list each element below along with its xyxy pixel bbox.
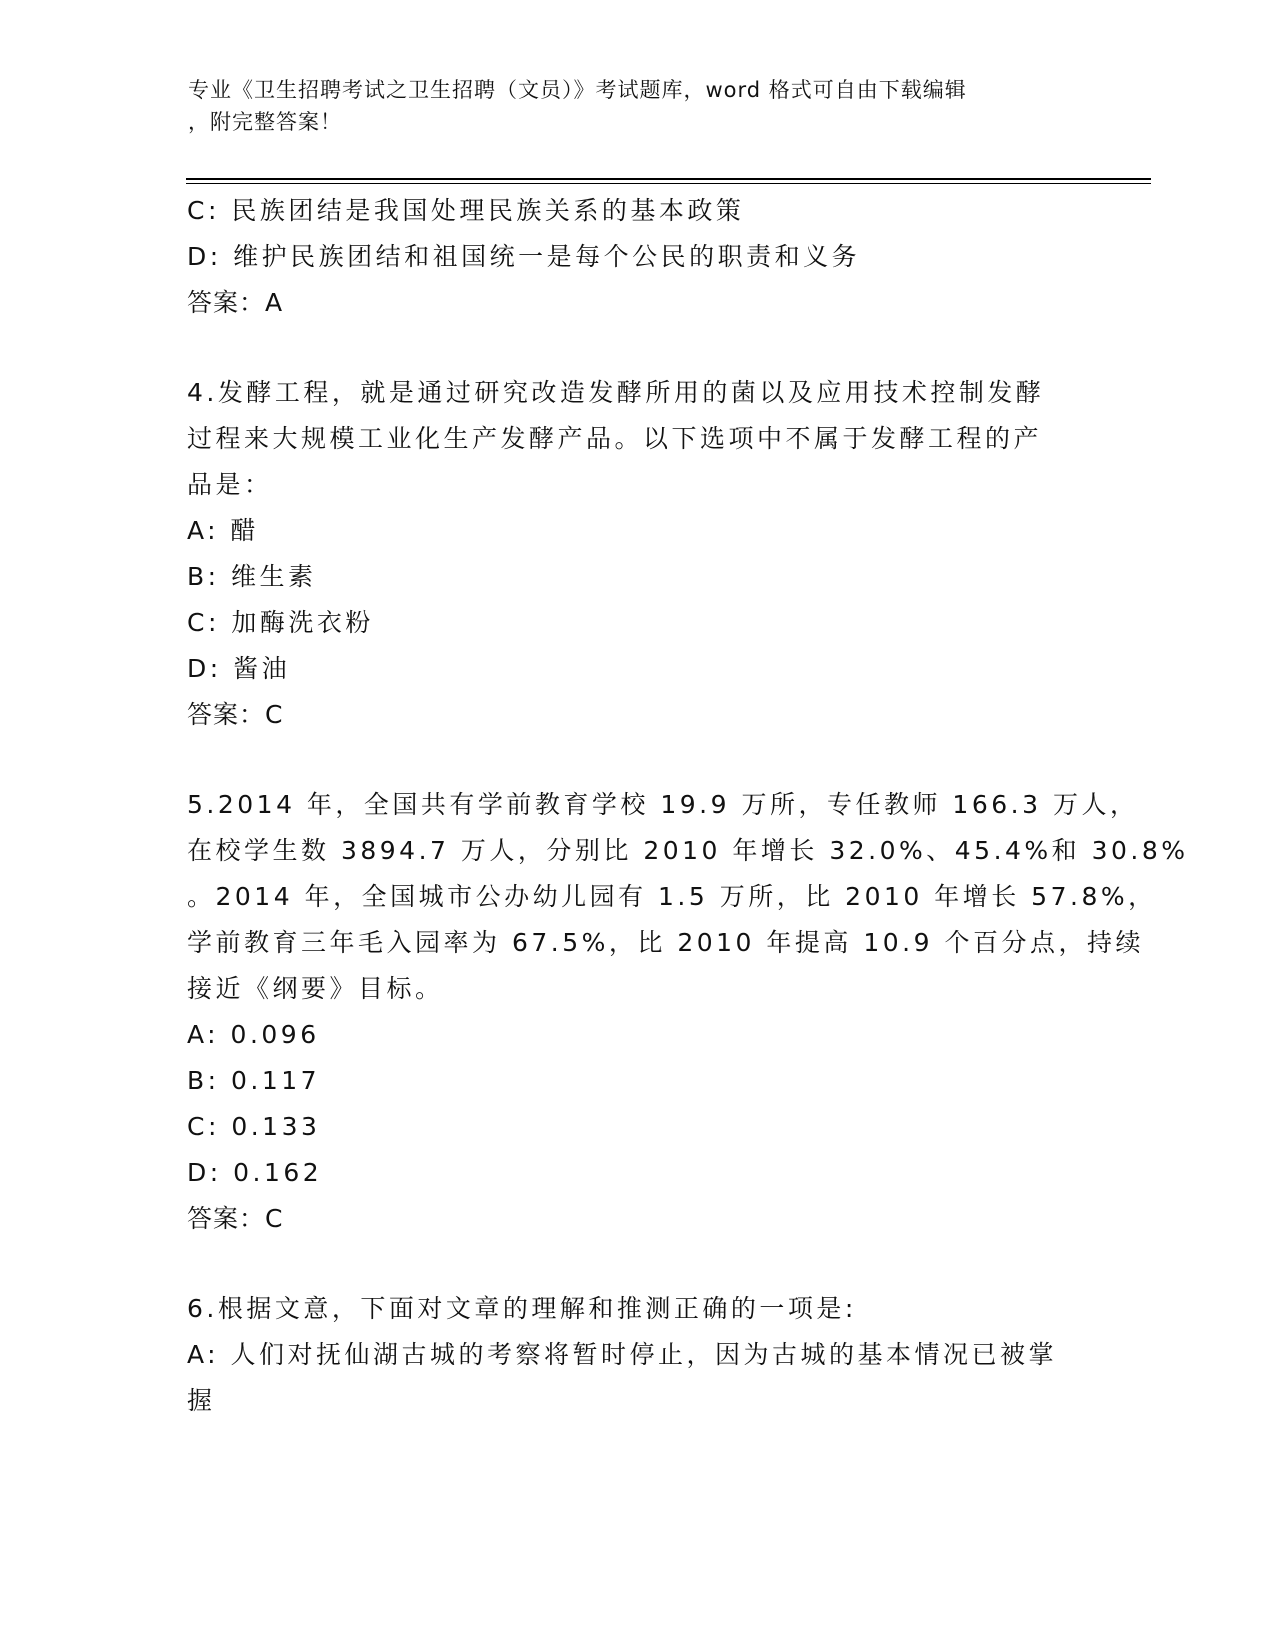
option-c: C: 0.133 [187,1112,321,1141]
option-c: C: 加酶洗衣粉 [187,608,374,637]
question-text-line: 在校学生数 3894.7 万人，分别比 2010 年增长 32.0%、45.4%和 30.8% [187,836,1189,865]
option-d: D: 维护民族团结和祖国统一是每个公民的职责和义务 [187,242,861,271]
question-5 [187,782,1189,1242]
question-text-line: 4.发酵工程，就是通过研究改造发酵所用的菌以及应用技术控制发酵 [187,378,1045,407]
question-text-line: 6.根据文意，下面对文章的理解和推测正确的一项是: [187,1294,857,1323]
question-3 [187,188,1087,326]
question-6 [187,1286,1087,1424]
option-a: A: 人们对抚仙湖古城的考察将暂时停止，因为古城的基本情况已被掌 [187,1340,1058,1369]
answer: 答案：C [187,1204,284,1233]
option-a: A: 醋 [187,516,260,545]
answer: 答案：C [187,700,284,729]
header-rule-thick [186,178,1151,180]
question-content [187,188,1189,1424]
question-4 [187,370,1087,738]
option-b: B: 维生素 [187,562,317,591]
header-rule-thin [186,183,1151,184]
option-d: D: 0.162 [187,1158,323,1187]
option-a-continued: 握 [187,1386,216,1415]
question-text-line: 过程来大规模工业化生产发酵产品。以下选项中不属于发酵工程的产 [187,424,1043,453]
question-text-line: 接近《纲要》目标。 [187,974,444,1003]
question-text-line: 学前教育三年毛入园率为 67.5%，比 2010 年提高 10.9 个百分点，持续 [187,928,1144,957]
header-line-1: 专业《卫生招聘考试之卫生招聘（文员）》考试题库，word 格式可自由下载编辑 [188,78,967,102]
question-text-line: 5.2014 年，全国共有学前教育学校 19.9 万所，专任教师 166.3 万人， [187,790,1139,819]
question-text-line: 。2014 年，全国城市公办幼儿园有 1.5 万所，比 2010 年增长 57.8%， [187,882,1157,911]
option-b: B: 0.117 [187,1066,321,1095]
question-text-line: 品是： [187,470,273,499]
option-d: D: 酱油 [187,654,291,683]
answer: 答案：A [187,288,284,317]
document-header [188,74,1068,138]
option-c: C: 民族团结是我国处理民族关系的基本政策 [187,196,745,225]
header-line-2: ，附完整答案！ [188,110,342,134]
option-a: A: 0.096 [187,1020,320,1049]
